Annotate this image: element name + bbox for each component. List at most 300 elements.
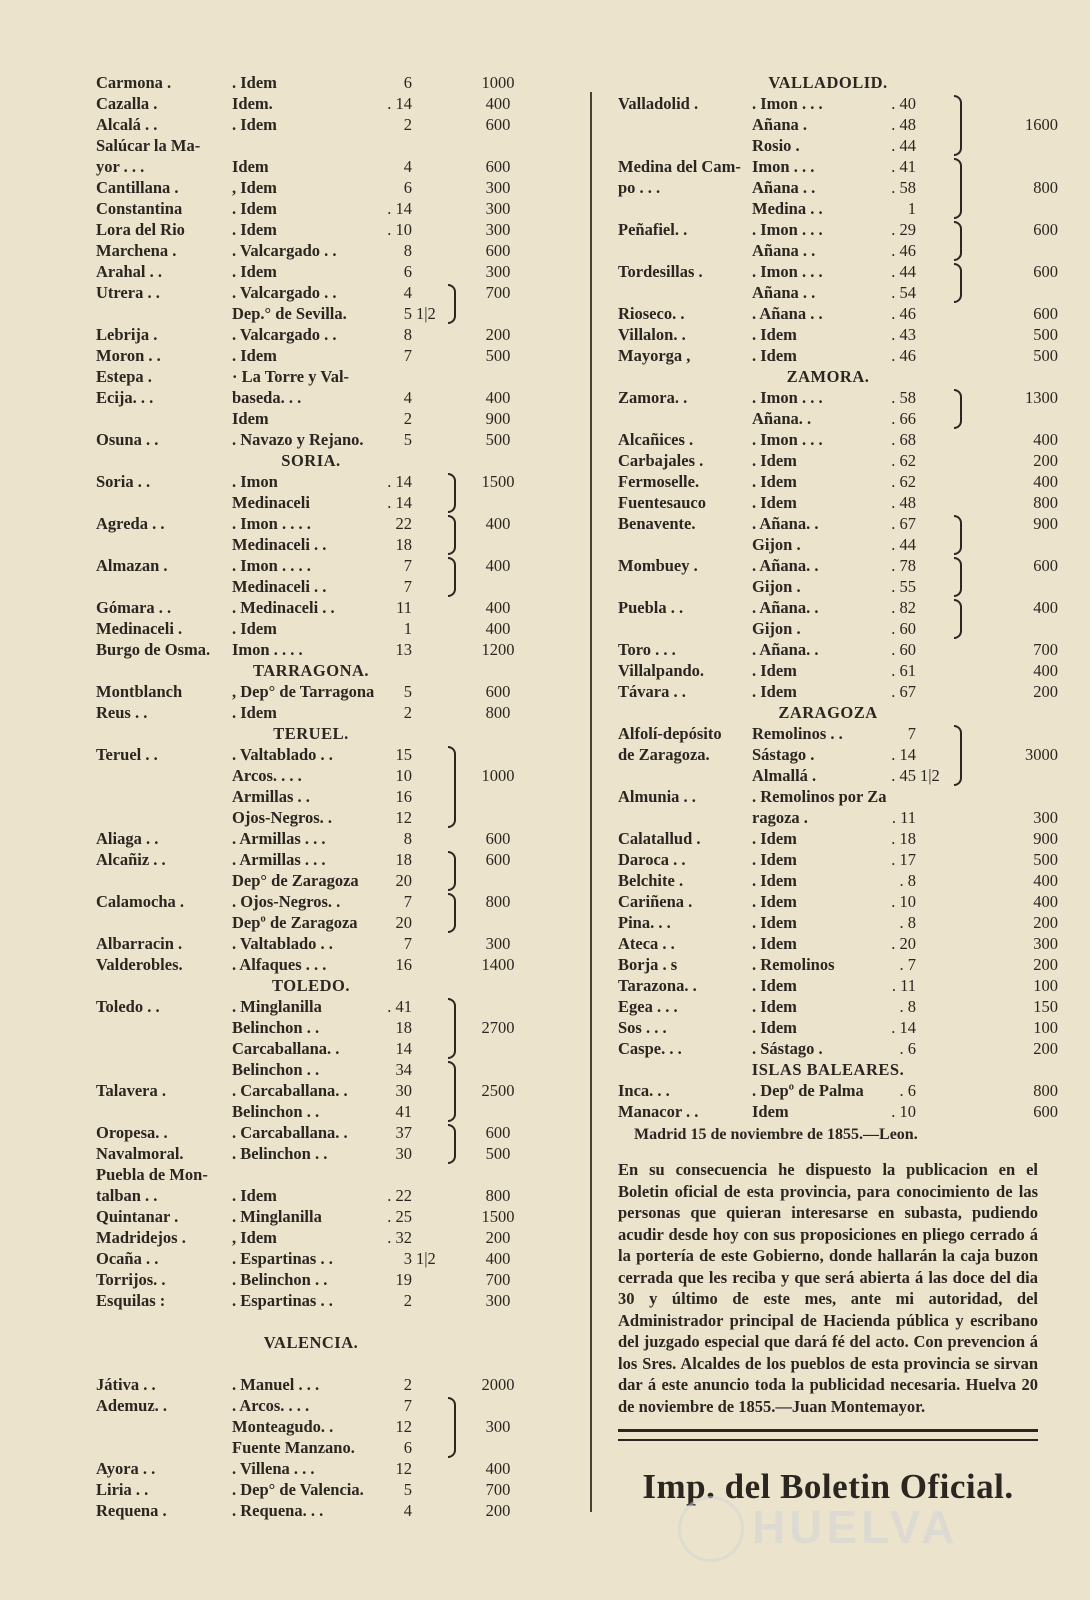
distance-value: 30 <box>395 1144 412 1163</box>
town-name: Villalpando. <box>618 661 705 680</box>
price-value: 300 <box>485 262 511 281</box>
table-row <box>96 744 566 765</box>
distance-value: . 41 <box>387 997 412 1016</box>
town-name: Fuentesauco <box>618 493 706 512</box>
table-row <box>96 1248 566 1269</box>
source-name: . Villena . . . <box>232 1459 315 1478</box>
source-name: . Medinaceli . . <box>232 598 335 617</box>
town-name: Salúcar la Ma- <box>96 136 201 155</box>
town-name: Montblanch <box>96 682 183 701</box>
distance-value: 12 <box>395 808 412 827</box>
section-heading: TOLEDO. <box>272 976 350 995</box>
distance-value: 19 <box>395 1270 412 1289</box>
source-name: . Idem <box>232 262 277 281</box>
source-name: Idem <box>232 409 269 428</box>
group-brace-icon <box>954 263 962 303</box>
town-name: po . . . <box>618 178 661 197</box>
table-row <box>96 198 566 219</box>
distance-value: 5 <box>403 304 412 323</box>
distance-value: . 58 <box>891 388 916 407</box>
distance-value: . 6 <box>899 1081 916 1100</box>
distance-value: 6 <box>403 73 412 92</box>
source-name: . Imon . . . <box>752 94 823 113</box>
column-divider <box>590 92 592 1512</box>
town-name: Talavera . <box>96 1081 166 1100</box>
distance-value: . 66 <box>891 409 916 428</box>
table-row <box>96 1479 566 1500</box>
distance-value: . 14 <box>387 472 412 491</box>
table-row <box>618 723 1058 744</box>
source-name: . Idem <box>752 682 797 701</box>
price-value: 600 <box>1033 1102 1058 1121</box>
source-name: . Valcargado . . <box>232 283 337 302</box>
table-row <box>96 366 566 387</box>
town-name: Osuna . . <box>96 430 159 449</box>
town-name: Ayora . . <box>96 1459 156 1478</box>
town-name: Ateca . . <box>618 934 675 953</box>
price-value: 900 <box>485 409 511 428</box>
table-row <box>96 261 566 282</box>
price-value: 200 <box>485 1228 511 1247</box>
source-name: Imon . . . <box>752 157 815 176</box>
price-value: 1200 <box>481 640 515 659</box>
price-value: 400 <box>485 94 511 113</box>
table-row <box>618 576 1058 597</box>
notice-paragraph: En su consecuencia he dispuesto la publicacion en el Boletin oficial de esta provincia, para conocimiento de las personas que quieran interesarse en subasta, pudiendo acudir desde hoy con sus proposiciones en pliego cerrado á la portería de este Gobierno, donde hallarán la caja buzon cerrada que les reciba y que será abierta á las doce del dia 30 y último de este mes, ante mi autoridad, del Administrador principal de Hacienda pública y escribano del juzgado especial que dará fé del acto. Con prevencion á los Sres. Alcaldes de los pueblos de esta provincia se sirvan dar á este anuncio toda la publicidad necesaria. Huelva 20 de noviembre de 1855.—Juan Montemayor. <box>618 1160 1038 1416</box>
distance-value: . 44 <box>891 262 916 281</box>
group-brace-icon <box>448 515 456 555</box>
source-name: . Añana. . <box>752 640 819 659</box>
distance-value: . 46 <box>891 304 916 323</box>
town-name: Ecija. . . <box>96 388 154 407</box>
town-name: Reus . . <box>96 703 148 722</box>
distance-value: . 48 <box>891 493 916 512</box>
price-value: 600 <box>485 115 511 134</box>
distance-value: 13 <box>395 640 412 659</box>
distance-value: 30 <box>395 1081 412 1100</box>
town-name: de Zaragoza. <box>618 745 710 764</box>
table-row <box>96 1395 566 1416</box>
distance-value: . 7 <box>899 955 916 974</box>
town-name: Moron . . <box>96 346 161 365</box>
town-name: Calatallud . <box>618 829 701 848</box>
source-name: . Idem <box>752 934 797 953</box>
table-row <box>96 1185 566 1206</box>
price-value: 800 <box>1033 493 1058 512</box>
distance-value: . 67 <box>891 682 916 701</box>
table-row <box>618 534 1058 555</box>
distance-value: 7 <box>403 934 412 953</box>
town-name: Villalon. . <box>618 325 686 344</box>
price-value: 300 <box>485 199 511 218</box>
source-name: Añana . . <box>752 178 816 197</box>
distance-value: . 14 <box>387 493 412 512</box>
source-name: Ojos-Negros. . <box>232 808 333 827</box>
distance-value: 5 <box>403 1480 412 1499</box>
fraction-value: 1|2 <box>416 1249 436 1268</box>
source-name: Belinchon . . <box>232 1018 320 1037</box>
source-name: . Añana. . <box>752 556 819 575</box>
table-row <box>96 324 566 345</box>
source-name: Medinaceli . . <box>232 535 327 554</box>
distance-value: . 43 <box>891 325 916 344</box>
group-brace-icon <box>954 515 962 555</box>
town-name: Almunia . . <box>618 787 696 806</box>
distance-value: 18 <box>395 850 412 869</box>
source-name: Añana . . <box>752 283 816 302</box>
distance-value: 7 <box>403 556 412 575</box>
town-name: Utrera . . <box>96 283 160 302</box>
price-value: 500 <box>485 430 511 449</box>
town-name: Játiva . . <box>96 1375 156 1394</box>
distance-value: . 54 <box>891 283 916 302</box>
price-value: 200 <box>1033 682 1058 701</box>
source-name: . Imon . . . <box>752 220 823 239</box>
table-row <box>618 1080 1058 1101</box>
table-row <box>618 387 1058 408</box>
price-value: 400 <box>1033 661 1058 680</box>
distance-value: . 78 <box>891 556 916 575</box>
price-value: 200 <box>1033 913 1058 932</box>
table-row <box>96 933 566 954</box>
town-name: Caspe. . . <box>618 1039 682 1058</box>
source-name: Medinaceli . . <box>232 577 327 596</box>
town-name: Oropesa. . <box>96 1123 168 1142</box>
source-name: . Alfaques . . . <box>232 955 327 974</box>
price-value: 400 <box>485 1459 511 1478</box>
price-value: 300 <box>1033 808 1058 827</box>
distance-value: 34 <box>395 1060 412 1079</box>
price-value: 400 <box>485 388 511 407</box>
price-value: 1000 <box>481 766 515 785</box>
town-name: Tarazona. . <box>618 976 697 995</box>
source-name: Añana. . <box>752 409 812 428</box>
table-row <box>618 429 1058 450</box>
table-row <box>96 282 566 303</box>
table-row <box>618 303 1058 324</box>
price-value: 600 <box>1033 220 1058 239</box>
town-name: Arahal . . <box>96 262 162 281</box>
price-value: 600 <box>1033 304 1058 323</box>
source-name: . Añana. . <box>752 598 819 617</box>
source-name: . Valtablado . . <box>232 745 333 764</box>
source-name: Idem. <box>232 94 273 113</box>
distance-value: . 48 <box>891 115 916 134</box>
price-value: 400 <box>1033 430 1058 449</box>
source-name: . Minglanilla <box>232 1207 322 1226</box>
table-row <box>96 471 566 492</box>
source-name: . Armillas . . . <box>232 850 326 869</box>
distance-value: 7 <box>403 892 412 911</box>
distance-value: . 14 <box>891 745 916 764</box>
distance-value: 37 <box>395 1123 412 1142</box>
distance-value: 7 <box>403 346 412 365</box>
price-value: 300 <box>485 934 511 953</box>
source-name: . Depº de Palma <box>752 1081 864 1100</box>
table-row <box>618 219 1058 240</box>
town-name: Soria . . <box>96 472 151 491</box>
town-name: Rioseco. . <box>618 304 685 323</box>
source-name: Medina . . <box>752 199 823 218</box>
town-name: Alcalá . . <box>96 115 158 134</box>
source-name: Gijon . <box>752 535 801 554</box>
group-brace-icon <box>448 557 456 597</box>
price-value: 500 <box>485 1144 511 1163</box>
group-brace-icon <box>954 725 962 786</box>
table-row <box>618 135 1058 156</box>
group-brace-icon <box>448 473 456 513</box>
town-name: Alcañiz . . <box>96 850 166 869</box>
town-name: Távara . . <box>618 682 686 701</box>
table-row <box>618 324 1058 345</box>
town-name: Zamora. . <box>618 388 688 407</box>
source-name: Gijon . <box>752 577 801 596</box>
distance-value: 4 <box>403 388 412 407</box>
fraction-value: 1|2 <box>920 766 940 785</box>
distance-value: . 46 <box>891 346 916 365</box>
table-row <box>96 702 566 723</box>
source-name: Remolinos . . <box>752 724 843 743</box>
price-value: 1300 <box>1025 388 1058 407</box>
table-row <box>96 1458 566 1479</box>
table-row <box>618 492 1058 513</box>
source-name: , Idem <box>232 178 277 197</box>
source-name: Medinaceli <box>232 493 310 512</box>
section-heading: ISLAS BALEARES. <box>751 1060 905 1079</box>
price-value: 400 <box>485 514 511 533</box>
table-row <box>96 93 566 114</box>
source-name: Armillas . . <box>232 787 310 806</box>
section-heading: TARRAGONA. <box>252 661 370 680</box>
section-heading: VALENCIA. <box>263 1333 359 1352</box>
distance-value: . 14 <box>387 199 412 218</box>
source-name: . Idem <box>232 619 277 638</box>
table-row <box>618 282 1058 303</box>
source-name: . Imon . . . <box>752 430 823 449</box>
town-name: Tordesillas . <box>618 262 703 281</box>
distance-value: . 60 <box>891 619 916 638</box>
source-name: Rosio . <box>752 136 800 155</box>
distance-value: 7 <box>403 1396 412 1415</box>
table-row <box>96 681 566 702</box>
distance-value: . 62 <box>891 451 916 470</box>
source-name: . Idem <box>752 661 797 680</box>
table-row <box>618 849 1058 870</box>
source-name: . Idem <box>752 850 797 869</box>
distance-value: . 18 <box>891 829 916 848</box>
price-value: 400 <box>1033 871 1058 890</box>
table-row <box>618 681 1058 702</box>
group-brace-icon <box>954 221 962 261</box>
table-row <box>96 1374 566 1395</box>
price-value: 200 <box>1033 451 1058 470</box>
table-row <box>96 1143 566 1164</box>
table-row <box>96 1500 566 1521</box>
town-name: Fermoselle. <box>618 472 700 491</box>
town-name: Peñafiel. . <box>618 220 688 239</box>
price-value: 200 <box>1033 1039 1058 1058</box>
table-row <box>96 1269 566 1290</box>
source-name: , Dep° de Tarragona <box>232 682 375 701</box>
distance-value: . 14 <box>387 94 412 113</box>
town-name: Carbajales . <box>618 451 704 470</box>
table-row <box>96 1017 566 1038</box>
price-value: 400 <box>1033 892 1058 911</box>
table-row <box>96 135 566 156</box>
distance-value: 18 <box>395 535 412 554</box>
distance-value: . 10 <box>891 1102 916 1121</box>
town-name: Estepa . <box>96 367 152 386</box>
price-value: 400 <box>1033 598 1058 617</box>
price-value: 2700 <box>481 1018 515 1037</box>
table-row <box>96 1122 566 1143</box>
distance-value: 7 <box>403 577 412 596</box>
table-row <box>618 891 1058 912</box>
table-row <box>618 345 1058 366</box>
town-name: Gómara . . <box>96 598 172 617</box>
price-value: 100 <box>1033 1018 1058 1037</box>
town-name: Egea . . . <box>618 997 678 1016</box>
section-heading: VALLADOLID. <box>768 73 888 92</box>
distance-value: 4 <box>403 1501 412 1520</box>
town-name: Daroca . . <box>618 850 686 869</box>
price-value: 500 <box>485 346 511 365</box>
source-name: . Idem <box>232 115 277 134</box>
town-name: Agreda . . <box>96 514 165 533</box>
section-heading: SORIA. <box>281 451 341 470</box>
source-name: . Idem <box>752 451 797 470</box>
price-value: 700 <box>485 1480 511 1499</box>
distance-value: 4 <box>403 157 412 176</box>
table-row <box>618 471 1058 492</box>
town-name: Madridejos . <box>96 1228 186 1247</box>
source-name: . Belinchon . . <box>232 1144 328 1163</box>
distance-value: 5 <box>403 430 412 449</box>
source-name: . Minglanilla <box>232 997 322 1016</box>
price-value: 500 <box>1033 346 1058 365</box>
table-row <box>618 828 1058 849</box>
table-row <box>618 996 1058 1017</box>
price-value: 800 <box>1033 178 1058 197</box>
table-row <box>96 639 566 660</box>
group-brace-icon <box>448 1124 456 1164</box>
source-name: ragoza . <box>752 808 808 827</box>
price-value: 1500 <box>481 1207 515 1226</box>
town-name: Inca. . . <box>618 1081 670 1100</box>
price-value: 600 <box>485 682 511 701</box>
distance-value: . 17 <box>891 850 916 869</box>
watermark-text: HUELVA <box>752 1501 959 1553</box>
source-name: . Idem <box>232 73 277 92</box>
town-name: Albarracin . <box>96 934 183 953</box>
price-value: 500 <box>1033 325 1058 344</box>
table-row <box>618 744 1058 765</box>
source-name: . Dep° de Valencia. <box>232 1480 364 1499</box>
source-name: . Idem <box>232 199 277 218</box>
price-value: 600 <box>485 850 511 869</box>
town-name: Lebrija . <box>96 325 158 344</box>
source-name: Sástago . <box>752 745 815 764</box>
price-value: 300 <box>485 178 511 197</box>
source-name: . Carcaballana. . <box>232 1081 348 1100</box>
distance-value: . 8 <box>899 871 916 890</box>
distance-value: 2 <box>403 1375 412 1394</box>
price-value: 1500 <box>481 472 515 491</box>
table-row <box>96 828 566 849</box>
table-row <box>96 1416 566 1437</box>
table-row <box>96 996 566 1017</box>
source-name: Añana . . <box>752 241 816 260</box>
town-name: talban . . <box>96 1186 158 1205</box>
source-name: Fuente Manzano. <box>232 1438 355 1457</box>
price-value: 700 <box>1033 640 1058 659</box>
distance-value: 8 <box>403 325 412 344</box>
section-heading: TERUEL. <box>273 724 349 743</box>
group-brace-icon <box>448 284 456 324</box>
right-column-table <box>618 72 1058 1507</box>
source-name: . Imon <box>232 472 278 491</box>
table-row <box>96 1164 566 1185</box>
table-row <box>618 870 1058 891</box>
town-name: Toledo . . <box>96 997 160 1016</box>
distance-value: . 41 <box>891 157 916 176</box>
town-name: Belchite . <box>618 871 684 890</box>
table-row <box>96 765 566 786</box>
table-row <box>96 156 566 177</box>
source-name: . Imon . . . <box>752 388 823 407</box>
source-name: · La Torre y Val- <box>232 367 350 386</box>
table-row <box>96 429 566 450</box>
price-value: 600 <box>485 1123 511 1142</box>
price-value: 1400 <box>481 955 515 974</box>
price-value: 300 <box>485 220 511 239</box>
price-value: 1600 <box>1025 115 1058 134</box>
distance-value: . 10 <box>387 220 412 239</box>
table-row <box>96 1437 566 1458</box>
town-name: Medina del Cam- <box>618 157 741 176</box>
distance-value: 41 <box>395 1102 412 1121</box>
right-rows <box>618 72 1058 1122</box>
source-name: . Idem <box>752 325 797 344</box>
town-name: Quintanar . <box>96 1207 179 1226</box>
town-name: Borja . s <box>618 955 678 974</box>
distance-value: 11 <box>396 598 412 617</box>
price-value: 400 <box>485 598 511 617</box>
table-row <box>618 1017 1058 1038</box>
distance-value: 6 <box>403 262 412 281</box>
group-brace-icon <box>448 746 456 828</box>
source-name: Almallá . <box>752 766 817 785</box>
distance-value: . 8 <box>899 997 916 1016</box>
distance-value: . 8 <box>899 913 916 932</box>
table-row <box>96 912 566 933</box>
spacer <box>96 1311 566 1332</box>
table-row <box>96 1227 566 1248</box>
source-name: . Imon . . . <box>752 262 823 281</box>
town-name: Torrijos. . <box>96 1270 166 1289</box>
group-brace-icon <box>448 1061 456 1122</box>
town-name: Teruel . . <box>96 745 158 764</box>
distance-value: 16 <box>395 787 412 806</box>
price-value: 2500 <box>481 1081 515 1100</box>
distance-value: 4 <box>403 283 412 302</box>
distance-value: 1 <box>403 619 412 638</box>
table-row <box>618 408 1058 429</box>
table-row <box>96 849 566 870</box>
source-name: Monteagudo. . <box>232 1417 334 1436</box>
source-name: Arcos. . . . <box>232 766 302 785</box>
town-name: Cariñena . <box>618 892 693 911</box>
